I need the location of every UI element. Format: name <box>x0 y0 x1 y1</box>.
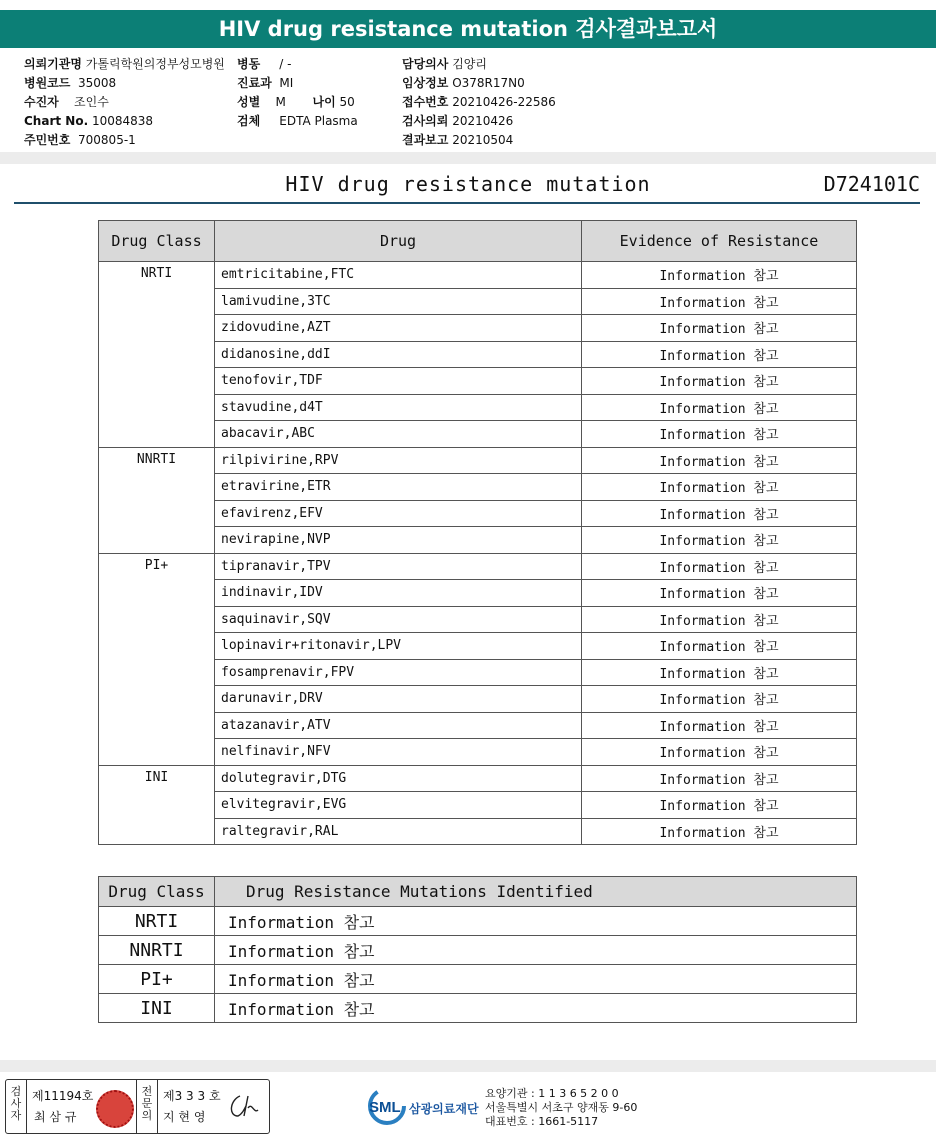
specimen-value: EDTA Plasma <box>279 114 358 128</box>
info-col-1 <box>24 55 225 150</box>
evidence-cell: Information 참고 <box>582 527 857 554</box>
drug-cell: didanosine,ddI <box>215 341 582 368</box>
evidence-cell: Information 참고 <box>582 712 857 739</box>
evidence-cell: Information 참고 <box>582 818 857 845</box>
table-header-row <box>99 221 857 262</box>
evidence-cell: Information 참고 <box>582 792 857 819</box>
org-code: 요양기관 : 1 1 3 6 5 2 0 0 <box>485 1087 619 1100</box>
evidence-cell: Information 참고 <box>582 315 857 342</box>
mutation-cell: Information 참고 <box>215 965 857 994</box>
table-row <box>99 936 857 965</box>
chart-label: Chart No. <box>24 114 89 128</box>
header-mutations: Drug Resistance Mutations Identified <box>215 877 857 907</box>
drug-cell: nelfinavir,NFV <box>215 739 582 766</box>
drug-cell: dolutegravir,DTG <box>215 765 582 792</box>
org-address <box>485 1087 637 1129</box>
table-row <box>99 907 857 936</box>
drug-cell: darunavir,DRV <box>215 686 582 713</box>
drug-class-cell: INI <box>99 765 215 845</box>
clinical-value: O378R17N0 <box>452 76 525 90</box>
institution-value: 가톨릭학원의정부성모병원 <box>85 57 225 71</box>
drug-cell: saquinavir,SQV <box>215 606 582 633</box>
drug-cell: etravirine,ETR <box>215 474 582 501</box>
drug-class-cell: NRTI <box>99 907 215 936</box>
inspector-label: 검사자 <box>6 1080 27 1133</box>
specimen-label: 검체 <box>237 114 261 128</box>
inspector-no: 제11194호 <box>32 1089 94 1103</box>
mutation-cell: Information 참고 <box>215 907 857 936</box>
evidence-cell: Information 참고 <box>582 686 857 713</box>
mutation-table <box>98 876 857 1023</box>
evidence-cell: Information 참고 <box>582 394 857 421</box>
evidence-cell: Information 참고 <box>582 500 857 527</box>
header-evidence: Evidence of Resistance <box>582 221 857 262</box>
evidence-cell: Information 참고 <box>582 765 857 792</box>
specialist-name: 지 현 영 <box>163 1110 206 1124</box>
resident-value: 700805-1 <box>78 133 136 147</box>
table-row <box>99 965 857 994</box>
requested-value: 20210426 <box>452 114 514 128</box>
drug-cell: lamivudine,3TC <box>215 288 582 315</box>
info-col-2 <box>237 55 358 131</box>
resident-label: 주민번호 <box>24 133 71 147</box>
report-banner: HIV drug resistance mutation 검사결과보고서 <box>0 10 936 48</box>
drug-class-cell: PI+ <box>99 965 215 994</box>
receipt-label: 접수번호 <box>402 95 449 109</box>
header-drug-class: Drug Class <box>99 877 215 907</box>
ward-value: / - <box>279 57 292 71</box>
clinical-label: 임상정보 <box>402 76 449 90</box>
evidence-cell: Information 참고 <box>582 447 857 474</box>
report-title: HIV drug resistance mutation <box>285 172 651 196</box>
drug-cell: stavudine,d4T <box>215 394 582 421</box>
dept-label: 진료과 <box>237 76 272 90</box>
drug-class-cell: NNRTI <box>99 447 215 553</box>
table-row <box>99 765 857 792</box>
chart-value: 10084838 <box>91 114 154 128</box>
drug-cell: emtricitabine,FTC <box>215 262 582 289</box>
drug-cell: fosamprenavir,FPV <box>215 659 582 686</box>
table-row <box>99 447 857 474</box>
mutation-cell: Information 참고 <box>215 936 857 965</box>
collector-value: 조인수 <box>74 95 109 109</box>
drug-cell: atazanavir,ATV <box>215 712 582 739</box>
sml-logo-text: SML <box>369 1099 401 1116</box>
evidence-cell: Information 참고 <box>582 288 857 315</box>
table-row <box>99 262 857 289</box>
evidence-cell: Information 참고 <box>582 368 857 395</box>
doctor-label: 담당의사 <box>402 57 449 71</box>
drug-class-cell: NNRTI <box>99 936 215 965</box>
org-phone: 대표번호 : 1661-5117 <box>485 1115 599 1128</box>
evidence-cell: Information 참고 <box>582 262 857 289</box>
table-row <box>99 553 857 580</box>
specialist-label: 전문의 <box>136 1080 158 1133</box>
hospital-code-label: 병원코드 <box>24 76 71 90</box>
evidence-cell: Information 참고 <box>582 606 857 633</box>
info-col-3 <box>402 55 556 150</box>
org-street: 서울특별시 서초구 양재동 9-60 <box>485 1101 638 1114</box>
sex-value: M <box>275 95 286 109</box>
drug-cell: elvitegravir,EVG <box>215 792 582 819</box>
evidence-cell: Information 참고 <box>582 474 857 501</box>
signature <box>226 1092 262 1120</box>
footer-band <box>0 1060 936 1072</box>
evidence-cell: Information 참고 <box>582 659 857 686</box>
drug-cell: tipranavir,TPV <box>215 553 582 580</box>
reported-value: 20210504 <box>452 133 514 147</box>
institution-label: 의뢰기관명 <box>24 57 82 71</box>
drug-class-cell: NRTI <box>99 262 215 448</box>
header-drug: Drug <box>215 221 582 262</box>
separator-band <box>0 152 936 164</box>
drug-cell: nevirapine,NVP <box>215 527 582 554</box>
requested-label: 검사의뢰 <box>402 114 449 128</box>
drug-cell: indinavir,IDV <box>215 580 582 607</box>
report-code: D724101C <box>823 172 920 196</box>
reported-label: 결과보고 <box>402 133 449 147</box>
sex-label: 성별 <box>237 95 261 109</box>
drug-cell: lopinavir+ritonavir,LPV <box>215 633 582 660</box>
evidence-cell: Information 참고 <box>582 633 857 660</box>
drug-cell: zidovudine,AZT <box>215 315 582 342</box>
mutation-cell: Information 참고 <box>215 994 857 1023</box>
seal-stamp <box>96 1090 134 1128</box>
drug-evidence-table <box>98 220 857 845</box>
drug-cell: abacavir,ABC <box>215 421 582 448</box>
specialist-no: 제3 3 3 호 <box>163 1089 221 1103</box>
dept-value: MI <box>279 76 294 90</box>
evidence-cell: Information 참고 <box>582 341 857 368</box>
signature-box <box>5 1079 270 1134</box>
evidence-cell: Information 참고 <box>582 421 857 448</box>
inspector-name: 최 삼 규 <box>34 1110 77 1124</box>
table-row <box>99 994 857 1023</box>
table-header-row <box>99 877 857 907</box>
drug-cell: efavirenz,EFV <box>215 500 582 527</box>
drug-cell: rilpivirine,RPV <box>215 447 582 474</box>
collector-label: 수진자 <box>24 95 59 109</box>
doctor-value: 김양리 <box>452 57 487 71</box>
receipt-value: 20210426-22586 <box>452 95 556 109</box>
evidence-cell: Information 참고 <box>582 739 857 766</box>
age-label: 나이 <box>312 95 336 109</box>
drug-cell: raltegravir,RAL <box>215 818 582 845</box>
ward-label: 병동 <box>237 57 261 71</box>
drug-cell: tenofovir,TDF <box>215 368 582 395</box>
org-name: 삼광의료재단 <box>409 1102 479 1116</box>
age-value: 50 <box>339 95 355 109</box>
evidence-cell: Information 참고 <box>582 553 857 580</box>
sml-logo-icon <box>367 1086 407 1126</box>
drug-class-cell: PI+ <box>99 553 215 765</box>
evidence-cell: Information 참고 <box>582 580 857 607</box>
header-drug-class: Drug Class <box>99 221 215 262</box>
drug-class-cell: INI <box>99 994 215 1023</box>
title-rule <box>14 202 920 204</box>
hospital-code-value: 35008 <box>78 76 117 90</box>
